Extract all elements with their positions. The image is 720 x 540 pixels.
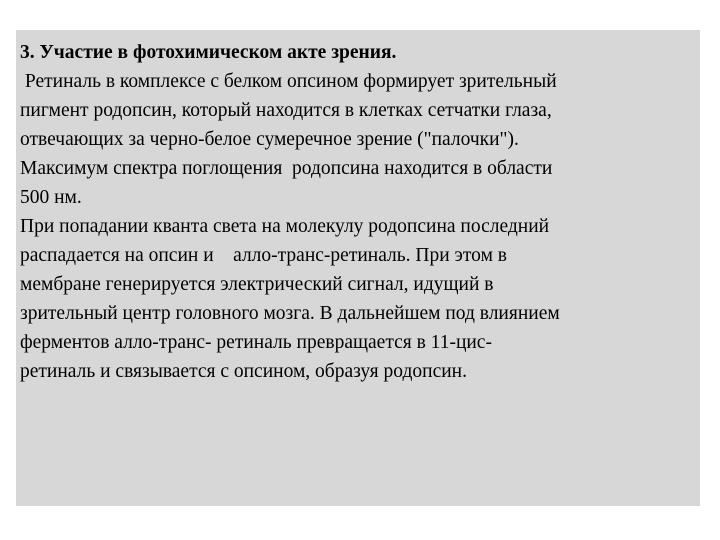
text-line-2: пигмент родопсин, который находится в клетках сетчатки глаза, [20,100,552,121]
text-line-7: распадается на опсин и алло-транс-ретиналь. При этом в [20,245,507,266]
text-line-10: ферментов алло-транс- ретиналь превращается в 11-цис- [20,332,492,353]
text-line-5: 500 нм. [20,187,82,208]
text-line-4: Максимум спектра поглощения родопсина находится в области [20,158,553,179]
text-line-9: зрительный центр головного мозга. В дальнейшем под влиянием [20,303,560,324]
text-block [20,38,700,386]
text-line-11: ретиналь и связывается с опсином, образуя родопсин. [20,361,467,382]
text-line-1: Ретиналь в комплексе с белком опсином формирует зрительный [20,71,557,92]
text-line-6: При попадании кванта света на молекулу родопсина последний [20,216,550,237]
slide-heading: 3. Участие в фотохимическом акте зрения. [20,42,397,63]
text-line-8: мембране генерируется электрический сигнал, идущий в [20,274,494,295]
text-line-3: отвечающих за черно-белое сумеречное зрение ("палочки"). [20,129,519,150]
